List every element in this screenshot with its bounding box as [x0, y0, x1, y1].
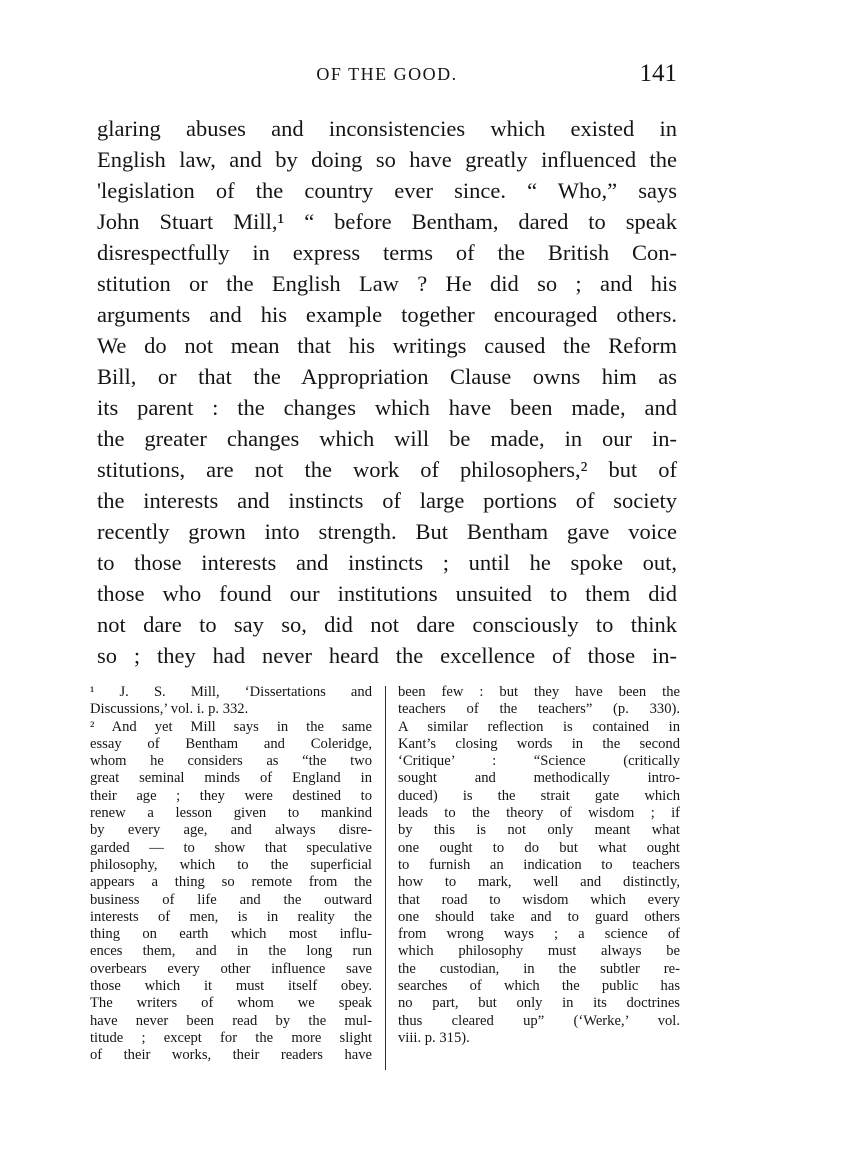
footnote-line: ² And yet Mill says in the same — [90, 718, 372, 735]
footnote-line: overbears every other influence save — [90, 960, 372, 977]
text-line: its parent : the changes which have been made, and — [97, 395, 677, 420]
text-line: arguments and his example together encouraged others. — [97, 302, 677, 327]
text-line: stitution or the English Law ? He did so ; and his — [97, 271, 677, 296]
running-title: OF THE GOOD. — [316, 64, 458, 84]
footnote-line: A similar reflection is contained in — [398, 718, 680, 735]
footnote-line: titude ; except for the more slight — [90, 1029, 372, 1046]
footnote-line: essay of Bentham and Coleridge, — [90, 735, 372, 752]
footnote-line: that road to wisdom which every — [398, 891, 680, 908]
footnote-line: duced) is the strait gate which — [398, 787, 680, 804]
footnote-line: have never been read by the mul- — [90, 1012, 372, 1029]
footnote-line: their age ; they were destined to — [90, 787, 372, 804]
footnote-line: renew a lesson given to mankind — [90, 805, 372, 822]
footnote-line: ¹ J. S. Mill, ‘Dissertations and — [90, 684, 372, 700]
text-line: We do not mean that his writings caused the Reform — [97, 333, 677, 358]
footnote-line: sought and methodically intro- — [398, 770, 680, 787]
footnote-line: interests of men, is in reality the — [90, 908, 372, 925]
footnote-line: thing on earth which most influ- — [90, 926, 372, 943]
footnote-line: whom he considers as “the two — [90, 753, 372, 770]
text-line: the greater changes which will be made, in our in- — [97, 426, 677, 451]
footnote-line: viii. p. 315). — [398, 1029, 470, 1046]
footnote-line: one should take and to guard others — [398, 908, 680, 925]
footnote-line: ‘Critique’ : “Science (critically — [398, 753, 680, 770]
footnote-line: to furnish an indication to teachers — [398, 856, 680, 873]
footnotes — [90, 684, 680, 1074]
text-line: not dare to say so, did not dare consciously to think — [97, 612, 677, 637]
footnote-line: which philosophy must always be — [398, 943, 680, 960]
footnote-line: The writers of whom we speak — [90, 995, 372, 1012]
footnote-line: teachers of the teachers” (p. 330). — [398, 701, 680, 718]
text-line: disrespectfully in express terms of the British Con- — [97, 240, 677, 265]
text-line: John Stuart Mill,¹ “ before Bentham, dared to speak — [97, 209, 677, 234]
footnote-line: business of life and the outward — [90, 891, 372, 908]
text-line: so ; they had never heard the excellence of those in- — [97, 643, 677, 668]
footnote-line: the custodian, in the subtler re- — [398, 960, 680, 977]
footnote-line: philosophy, which to the superficial — [90, 856, 372, 873]
text-line: stitutions, are not the work of philosophers,² but of — [97, 457, 677, 482]
page-number: 141 — [639, 60, 677, 87]
footnote-line: no part, but only in its doctrines — [398, 995, 680, 1012]
footnotes-left-column — [90, 684, 372, 1065]
footnote-line: garded — to show that speculative — [90, 839, 372, 856]
footnote-line: appears a thing so remote from the — [90, 874, 372, 891]
footnote-line: of their works, their readers have — [90, 1047, 372, 1064]
text-line: glaring abuses and inconsistencies which existed in — [97, 116, 677, 141]
footnote-line: leads to the theory of wisdom ; if — [398, 805, 680, 822]
footnote-line: by this is not only meant what — [398, 822, 680, 839]
footnote-line: searches of which the public has — [398, 978, 680, 995]
footnote-line: from wrong ways ; a science of — [398, 926, 680, 943]
text-line: those who found our institutions unsuited to them did — [97, 581, 677, 606]
text-line: 'legislation of the country ever since. “ Who,” says — [97, 178, 677, 203]
footnote-line: ences them, and in the long run — [90, 943, 372, 960]
text-line: to those interests and instincts ; until he spoke out, — [97, 550, 677, 575]
text-line: the interests and instincts of large portions of society — [97, 488, 677, 513]
text-line: Bill, or that the Appropriation Clause owns him as — [97, 364, 677, 389]
main-text — [97, 113, 677, 671]
footnote-line: how to mark, well and distinctly, — [398, 874, 680, 891]
text-line: English law, and by doing so have greatly influenced the — [97, 147, 677, 172]
footnote-line: great seminal minds of England in — [90, 770, 372, 787]
column-divider — [385, 686, 386, 1070]
running-head — [97, 60, 677, 92]
footnote-line: Kant’s closing words in the second — [398, 735, 680, 752]
footnote-line: thus cleared up” (‘Werke,’ vol. — [398, 1012, 680, 1029]
footnote-line: been few : but they have been the — [398, 684, 680, 700]
footnote-line: one ought to do but what ought — [398, 839, 680, 856]
footnotes-right-column — [398, 684, 680, 1047]
footnote-line: Discussions,’ vol. i. p. 332. — [90, 701, 249, 718]
text-line: recently grown into strength. But Bentham gave voice — [97, 519, 677, 544]
footnote-line: those which it must itself obey. — [90, 978, 372, 995]
footnote-line: by every age, and always disre- — [90, 822, 372, 839]
